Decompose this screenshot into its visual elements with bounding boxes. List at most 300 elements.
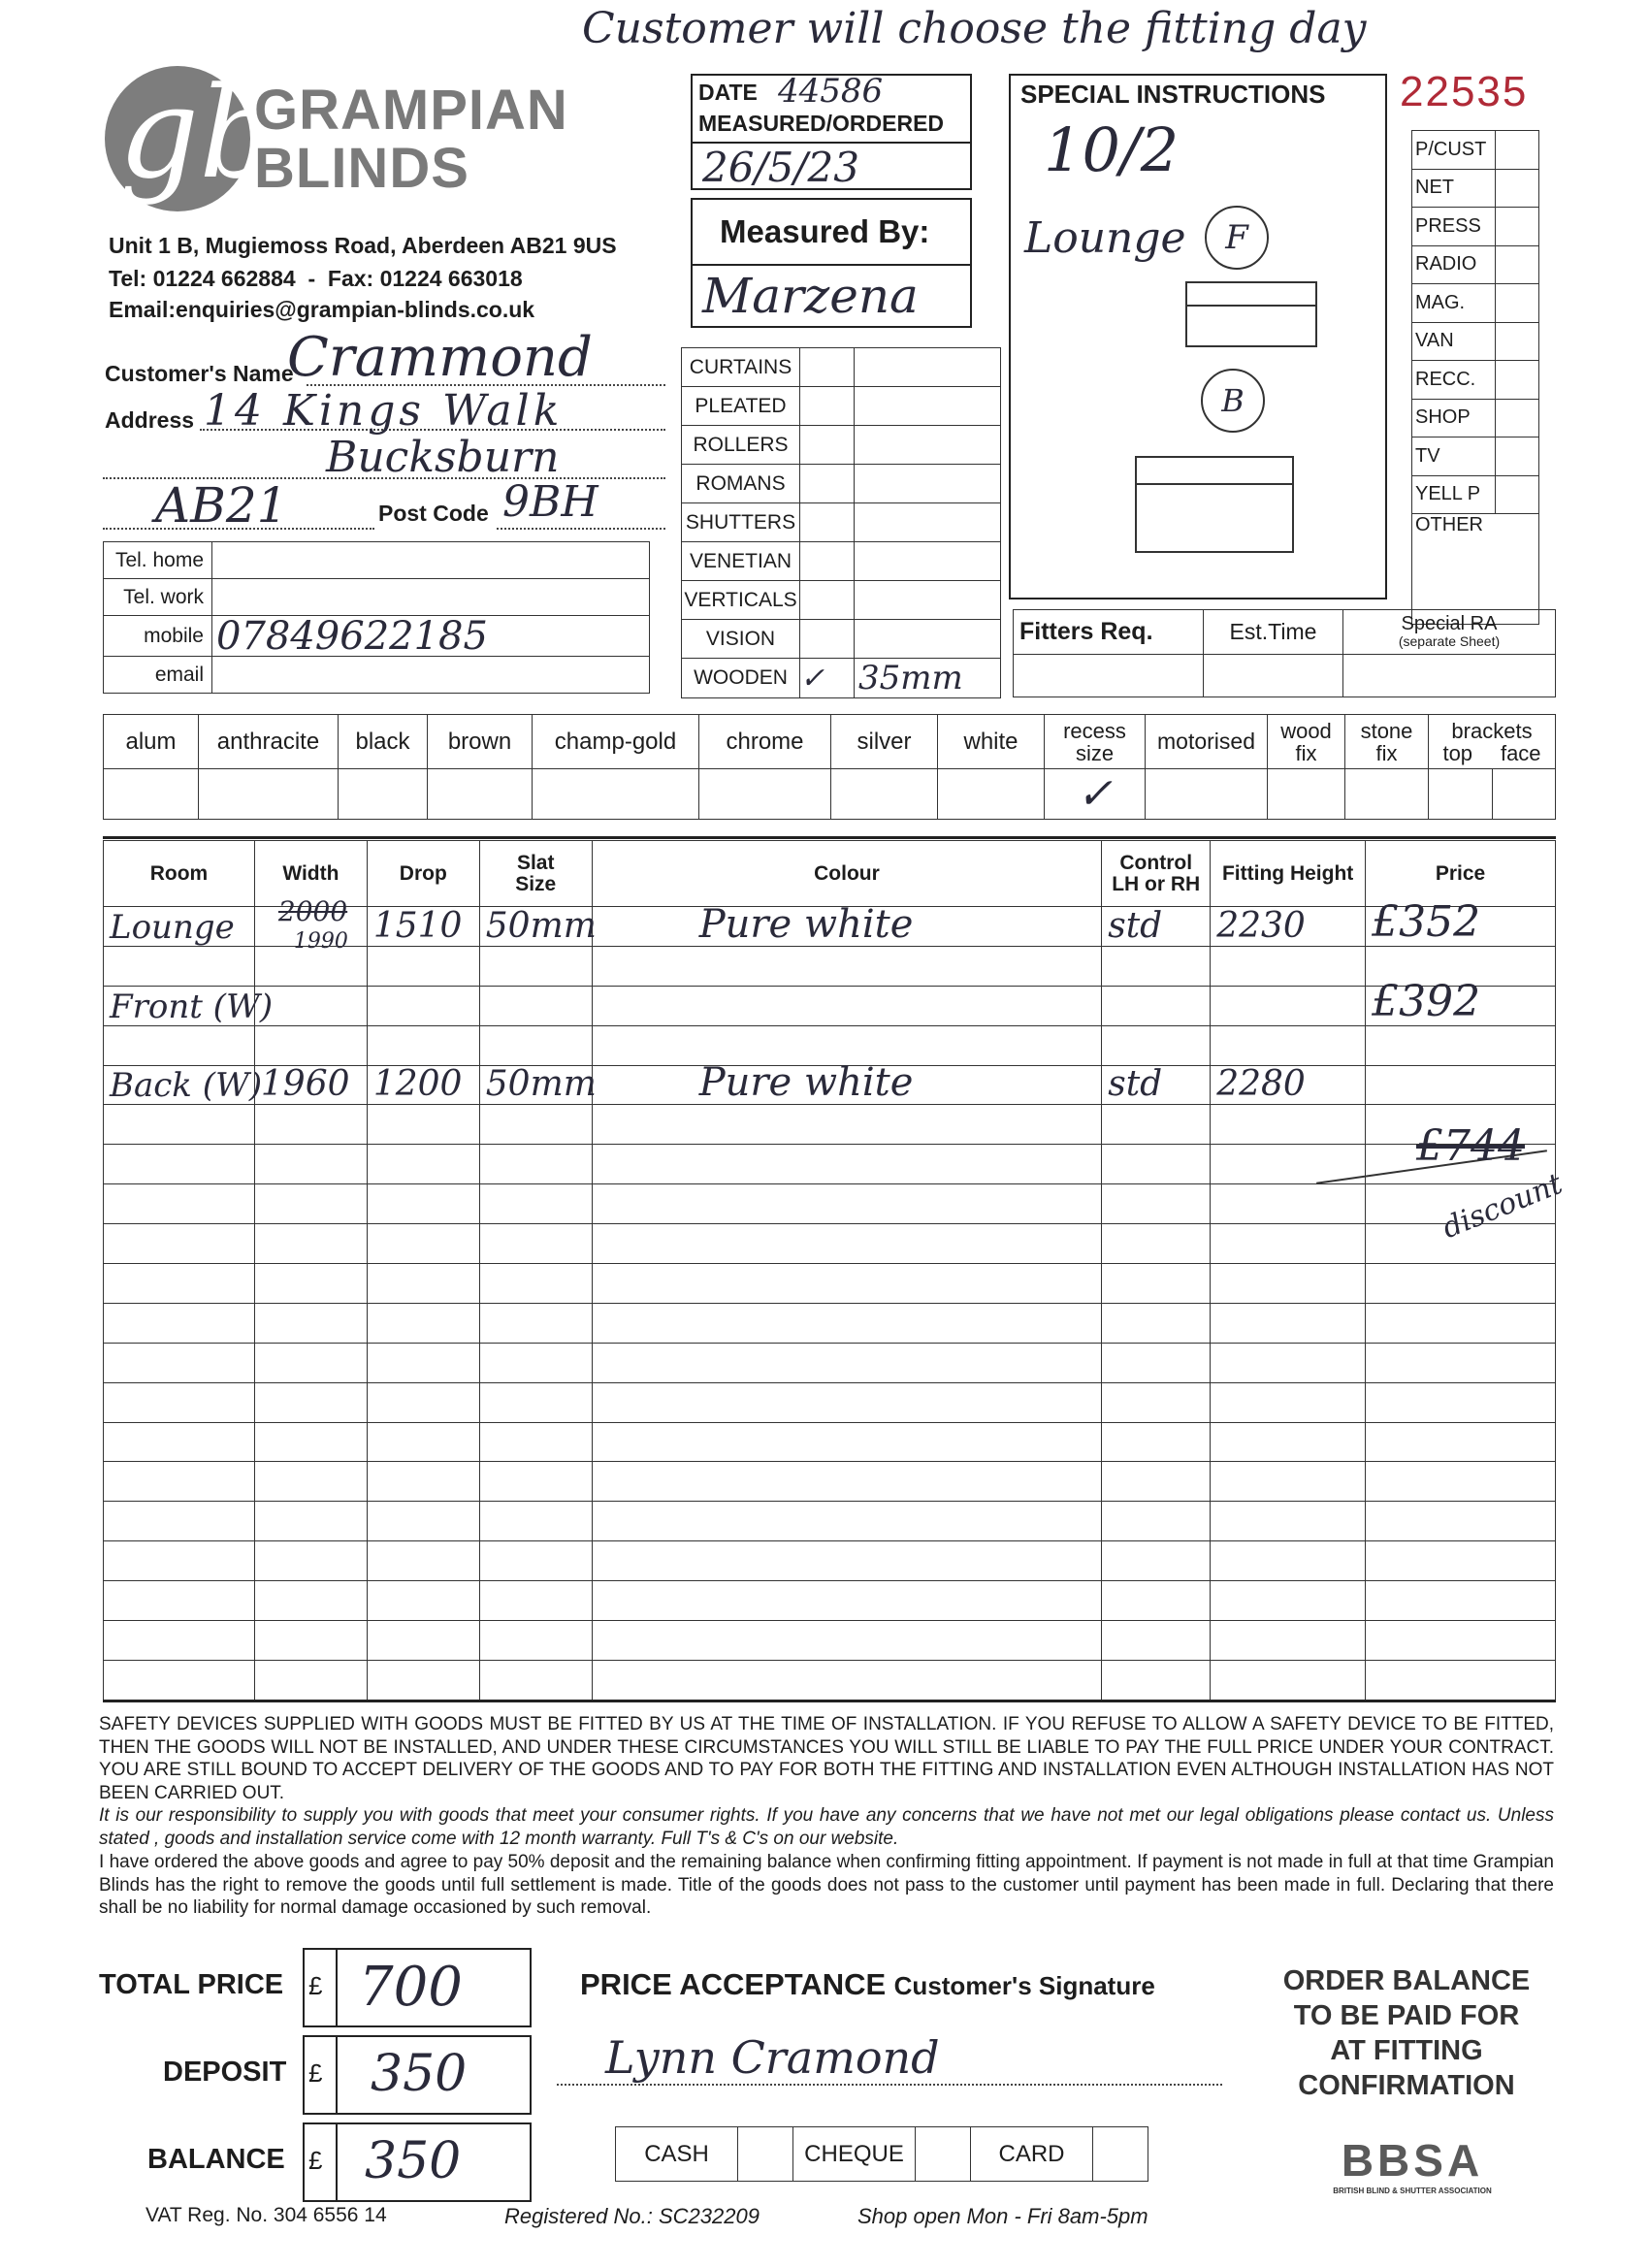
value-control: std bbox=[1108, 905, 1163, 946]
table-row bbox=[104, 1422, 1556, 1462]
stone-fix bbox=[1345, 715, 1429, 769]
source-item: SHOP bbox=[1412, 399, 1496, 437]
value-drop: 1510 bbox=[372, 905, 463, 946]
cell-drop bbox=[367, 1343, 479, 1382]
address-line2: Bucksburn bbox=[326, 433, 560, 482]
source-checkbox[interactable] bbox=[1496, 169, 1539, 208]
cell-room bbox=[104, 1541, 255, 1581]
product-check[interactable] bbox=[800, 503, 855, 542]
cell-control bbox=[1102, 1462, 1211, 1502]
cell-fitting bbox=[1211, 1065, 1366, 1105]
source-item: RADIO bbox=[1412, 245, 1496, 284]
source-checkbox[interactable] bbox=[1496, 322, 1539, 361]
cell-room bbox=[104, 907, 255, 947]
colour-check[interactable] bbox=[831, 769, 938, 820]
cell-colour bbox=[592, 1502, 1102, 1541]
table-row bbox=[104, 1541, 1556, 1581]
cell-colour bbox=[592, 1264, 1102, 1304]
cell-room bbox=[104, 1224, 255, 1264]
value-slat: 50mm bbox=[485, 1064, 597, 1105]
product-notes bbox=[855, 620, 1001, 659]
source-checkbox[interactable] bbox=[1496, 437, 1539, 476]
product-wooden: WOODEN bbox=[682, 659, 800, 698]
cell-price bbox=[1366, 1422, 1556, 1462]
cell-slat bbox=[479, 1224, 592, 1264]
cell-fitting bbox=[1211, 1224, 1366, 1264]
order-table bbox=[103, 840, 1556, 1701]
cell-room bbox=[104, 1065, 263, 1106]
cell-control bbox=[1102, 1621, 1211, 1661]
price-acceptance-sub: Customer's Signature bbox=[893, 1971, 1155, 2000]
table-row bbox=[104, 1621, 1556, 1661]
cell-price bbox=[1366, 1541, 1556, 1581]
colour-alum: alum bbox=[104, 715, 199, 769]
product-shutters: SHUTTERS bbox=[682, 503, 800, 542]
bbsa-sub: BRITISH BLIND & SHUTTER ASSOCIATION bbox=[1333, 2187, 1492, 2195]
cell-control bbox=[1102, 946, 1211, 986]
cell-control bbox=[1102, 1343, 1211, 1382]
order-balance-note bbox=[1251, 1963, 1562, 2103]
postcode-value: 9BH bbox=[502, 477, 598, 527]
cell-price bbox=[1366, 1581, 1556, 1621]
cell-width bbox=[254, 946, 367, 986]
motorised-check[interactable] bbox=[1146, 769, 1268, 820]
shop-hours: Shop open Mon - Fri 8am-5pm bbox=[857, 2204, 1148, 2228]
value-colour: Pure white bbox=[698, 1060, 914, 1106]
product-check[interactable] bbox=[800, 387, 855, 426]
order-balance-line: AT FITTING bbox=[1330, 2035, 1483, 2066]
date-label: DATE bbox=[698, 80, 758, 105]
width-struck: 2000 bbox=[277, 895, 348, 927]
brackets-face: face bbox=[1500, 740, 1541, 765]
cell-drop bbox=[367, 986, 479, 1025]
value-room: Lounge bbox=[110, 907, 235, 947]
cell-room bbox=[104, 1184, 255, 1224]
address-label: Address bbox=[105, 407, 195, 433]
est-time-label: Est.Time bbox=[1204, 610, 1343, 655]
header-width: Width bbox=[254, 841, 367, 907]
options-table bbox=[103, 714, 1556, 820]
company-address: Unit 1 B, Mugiemoss Road, Aberdeen AB21 9US bbox=[109, 233, 617, 258]
cell-slat bbox=[479, 1660, 592, 1700]
cell-width bbox=[254, 986, 367, 1025]
cell-fitting bbox=[1211, 1541, 1366, 1581]
cell-drop bbox=[367, 1025, 479, 1065]
circle-f: F bbox=[1205, 206, 1269, 270]
header-control-2: LH or RH bbox=[1112, 872, 1201, 895]
cell-colour bbox=[592, 1541, 1102, 1581]
cell-fitting bbox=[1211, 1343, 1366, 1382]
source-checkbox[interactable] bbox=[1496, 475, 1539, 514]
cell-drop bbox=[367, 1184, 479, 1224]
currency-1: £ bbox=[308, 1971, 323, 2000]
cell-drop bbox=[367, 1224, 479, 1264]
colour-check[interactable] bbox=[533, 769, 699, 820]
measured-value: 26/5/23 bbox=[702, 144, 859, 191]
cell-control bbox=[1102, 1303, 1211, 1343]
price-acceptance bbox=[580, 1967, 1155, 2002]
cell-slat bbox=[479, 1064, 597, 1105]
source-item: RECC. bbox=[1412, 361, 1496, 400]
cell-control bbox=[1102, 1105, 1211, 1145]
value-price: £352 bbox=[1372, 896, 1481, 947]
payment-method-table bbox=[615, 2126, 1148, 2182]
stone-fix-check[interactable] bbox=[1345, 769, 1429, 820]
measured-by-box bbox=[691, 198, 972, 328]
product-notes bbox=[855, 387, 1001, 426]
source-item: P/CUST bbox=[1412, 131, 1496, 170]
cell-price bbox=[1366, 1462, 1556, 1502]
registered-number: Registered No.: SC232209 bbox=[504, 2204, 760, 2228]
cell-width bbox=[254, 1264, 367, 1304]
postcode-label: Post Code bbox=[378, 501, 489, 526]
cell-drop bbox=[367, 907, 479, 947]
table-row bbox=[104, 1224, 1556, 1264]
source-item: VAN bbox=[1412, 322, 1496, 361]
cell-room bbox=[104, 1660, 255, 1700]
source-checkbox[interactable] bbox=[1496, 399, 1539, 437]
product-check[interactable] bbox=[800, 542, 855, 581]
cell-drop bbox=[367, 1541, 479, 1581]
order-balance-line: CONFIRMATION bbox=[1298, 2070, 1515, 2101]
colour-white: white bbox=[938, 715, 1045, 769]
header-drop: Drop bbox=[367, 841, 479, 907]
cell-room bbox=[104, 1264, 255, 1304]
table-row bbox=[104, 1382, 1556, 1422]
cell-width bbox=[254, 1502, 367, 1541]
cell-control bbox=[1102, 1422, 1211, 1462]
colour-check[interactable] bbox=[938, 769, 1045, 820]
header-room: Room bbox=[104, 841, 255, 907]
product-notes bbox=[855, 465, 1001, 503]
table-row bbox=[104, 1264, 1556, 1304]
cell-fitting bbox=[1211, 1462, 1366, 1502]
special-instructions-label: SPECIAL INSTRUCTIONS bbox=[1020, 80, 1326, 109]
cell-price bbox=[1366, 1343, 1556, 1382]
source-item: MAG. bbox=[1412, 284, 1496, 323]
value-width: 1990 bbox=[293, 928, 348, 954]
cell-room bbox=[104, 1025, 255, 1065]
colour-silver: silver bbox=[831, 715, 938, 769]
colour-check[interactable] bbox=[104, 769, 199, 820]
cell-fitting bbox=[1211, 1025, 1366, 1065]
table-row bbox=[104, 1502, 1556, 1541]
cell-fitting bbox=[1211, 1303, 1366, 1343]
cheque-checkbox[interactable] bbox=[916, 2127, 971, 2182]
special-line2: Lounge bbox=[1024, 213, 1186, 263]
cell-room bbox=[104, 1145, 255, 1184]
cell-control bbox=[1102, 1581, 1211, 1621]
cheque-option[interactable]: CHEQUE bbox=[792, 2127, 915, 2182]
balance-label: BALANCE bbox=[147, 2144, 285, 2175]
cell-room bbox=[104, 1502, 255, 1541]
product-check[interactable] bbox=[800, 620, 855, 659]
source-checkbox[interactable] bbox=[1496, 284, 1539, 323]
cell-control bbox=[1102, 1184, 1211, 1224]
colour-check[interactable] bbox=[199, 769, 339, 820]
value-fitting: 2280 bbox=[1216, 1064, 1306, 1105]
cell-colour bbox=[592, 946, 1102, 986]
legal-agreement: I have ordered the above goods and agree to pay 50% deposit and the remaining balance when confirming fitting appointment. If payment is not made in full at that time Grampian Blinds has the right to remove the goods until full settlement is made. Title of the goods does not pass to the customer until payment has been made in full. Declaring that there shall be no liability for normal damage occasioned by such removal. bbox=[99, 1852, 1554, 1918]
product-rollers: ROLLERS bbox=[682, 426, 800, 465]
stone-fix-line1: stone bbox=[1360, 718, 1413, 743]
company-name-1: GRAMPIAN bbox=[254, 79, 568, 142]
product-curtains: CURTAINS bbox=[682, 348, 800, 387]
cell-drop bbox=[367, 1462, 479, 1502]
product-notes bbox=[855, 426, 1001, 465]
cell-room bbox=[104, 1303, 255, 1343]
cell-room bbox=[104, 1581, 255, 1621]
cell-price bbox=[1366, 1303, 1556, 1343]
cash-option[interactable]: CASH bbox=[616, 2127, 738, 2182]
cell-drop bbox=[367, 946, 479, 986]
price-acceptance-title: PRICE ACCEPTANCE bbox=[580, 1967, 887, 2001]
cell-width bbox=[254, 1184, 367, 1224]
colour-black: black bbox=[339, 715, 428, 769]
motorised: motorised bbox=[1146, 715, 1268, 769]
source-list bbox=[1411, 130, 1539, 625]
product-table bbox=[681, 347, 1001, 698]
recess-size bbox=[1045, 715, 1146, 769]
value-room: Back (W) bbox=[110, 1066, 263, 1106]
cell-fitting bbox=[1211, 1660, 1366, 1700]
header-fitting: Fitting Height bbox=[1211, 841, 1366, 907]
product-notes bbox=[855, 659, 1001, 698]
brackets-label: brackets bbox=[1451, 718, 1533, 743]
source-checkbox[interactable] bbox=[1496, 245, 1539, 284]
table-row bbox=[104, 1184, 1556, 1224]
source-checkbox[interactable] bbox=[1496, 208, 1539, 246]
cell-slat bbox=[479, 1025, 592, 1065]
colour-anthracite: anthracite bbox=[199, 715, 339, 769]
source-item: NET bbox=[1412, 169, 1496, 208]
cell-slat bbox=[479, 905, 597, 947]
cell-room bbox=[104, 1462, 255, 1502]
header-price: Price bbox=[1366, 841, 1556, 907]
cell-slat bbox=[479, 986, 592, 1025]
company-phone: Tel: 01224 662884 - Fax: 01224 663018 bbox=[109, 266, 523, 291]
cell-width bbox=[254, 1105, 367, 1145]
value-fitting: 2230 bbox=[1216, 905, 1306, 946]
vat-number: VAT Reg. No. 304 6556 14 bbox=[146, 2204, 387, 2226]
header-colour: Colour bbox=[592, 841, 1102, 907]
colour-check[interactable] bbox=[699, 769, 831, 820]
cell-fitting bbox=[1211, 946, 1366, 986]
cell-control bbox=[1102, 986, 1211, 1025]
form-number: 22535 bbox=[1400, 68, 1529, 115]
cell-width bbox=[254, 1660, 367, 1700]
cell-colour bbox=[592, 1303, 1102, 1343]
cell-drop bbox=[367, 1621, 479, 1661]
cell-room bbox=[104, 1343, 255, 1382]
cell-fitting bbox=[1211, 1184, 1366, 1224]
wood-fix-line1: wood bbox=[1280, 718, 1332, 743]
source-item: YELL P bbox=[1412, 475, 1496, 514]
cell-width bbox=[254, 1343, 367, 1382]
brackets-top-check[interactable] bbox=[1429, 769, 1493, 820]
cash-checkbox[interactable] bbox=[738, 2127, 793, 2182]
fitters-table bbox=[1013, 609, 1556, 697]
deposit-label: DEPOSIT bbox=[163, 2057, 287, 2088]
source-checkbox[interactable] bbox=[1496, 361, 1539, 400]
cell-slat bbox=[479, 1382, 592, 1422]
cell-fitting bbox=[1211, 1621, 1366, 1661]
cell-drop bbox=[367, 1581, 479, 1621]
cell-fitting bbox=[1211, 986, 1366, 1025]
circle-b: B bbox=[1201, 369, 1265, 433]
colour-check[interactable] bbox=[428, 769, 533, 820]
company-logo-icon bbox=[105, 59, 280, 211]
customer-signature[interactable]: Lynn Cramond bbox=[605, 2031, 940, 2084]
company-email: Email:enquiries@grampian-blinds.co.uk bbox=[109, 297, 535, 322]
product-pleated: PLEATED bbox=[682, 387, 800, 426]
cell-colour bbox=[592, 1343, 1102, 1382]
cell-control bbox=[1102, 1264, 1211, 1304]
colour-check[interactable] bbox=[339, 769, 428, 820]
mobile-value: 07849622185 bbox=[216, 613, 488, 659]
cell-fitting bbox=[1211, 1502, 1366, 1541]
product-notes bbox=[855, 542, 1001, 581]
order-balance-line: TO BE PAID FOR bbox=[1293, 2000, 1520, 2031]
cell-slat bbox=[479, 1581, 592, 1621]
cell-control bbox=[1102, 907, 1211, 947]
cell-room bbox=[104, 946, 255, 986]
cell-width bbox=[254, 1224, 367, 1264]
balance-box bbox=[303, 2122, 532, 2202]
recess-size-line2: size bbox=[1075, 740, 1115, 765]
date-box bbox=[691, 74, 972, 190]
cell-fitting bbox=[1211, 1264, 1366, 1304]
tel-work-label: Tel. work bbox=[104, 579, 212, 616]
table-row bbox=[104, 1065, 1556, 1105]
product-vision: VISION bbox=[682, 620, 800, 659]
cell-slat bbox=[479, 1343, 592, 1382]
cell-slat bbox=[479, 1145, 592, 1184]
cell-price bbox=[1366, 1621, 1556, 1661]
cell-fitting bbox=[1211, 1382, 1366, 1422]
brackets-face-check[interactable] bbox=[1492, 769, 1556, 820]
brackets bbox=[1429, 715, 1556, 769]
bbsa-logo-icon bbox=[1296, 2134, 1529, 2195]
logo-letters: gb bbox=[118, 59, 280, 207]
currency-2: £ bbox=[308, 2058, 323, 2088]
special-line1: 10/2 bbox=[1044, 114, 1180, 185]
product-venetian: VENETIAN bbox=[682, 542, 800, 581]
cell-colour bbox=[592, 1224, 1102, 1264]
product-check[interactable] bbox=[800, 426, 855, 465]
value-control: std bbox=[1108, 1064, 1163, 1105]
date-value: 44586 bbox=[778, 72, 884, 111]
total-struck: £744 bbox=[1416, 1121, 1525, 1171]
cell-colour bbox=[592, 1660, 1102, 1700]
cell-price bbox=[1366, 1660, 1556, 1700]
cell-colour bbox=[592, 1184, 1102, 1224]
colour-brown: brown bbox=[428, 715, 533, 769]
cell-width bbox=[254, 1065, 367, 1105]
customer-name-value: Crammond bbox=[287, 326, 593, 389]
special-instructions-box bbox=[1009, 74, 1387, 599]
measured-label: MEASURED/ORDERED bbox=[698, 111, 945, 136]
legal-safety: SAFETY DEVICES SUPPLIED WITH GOODS MUST BE FITTED BY US AT THE TIME OF INSTALLATION. IF YOU REFUSE TO ALLOW A SAFETY DEVICE TO BE FITTED, THEN THE GOODS WILL NOT BE INSTALLED, AND UNDER THESE CIRCUMSTANCES YOU WILL STILL BE LIABLE TO PAY THE FULL PRICE UNDER YOUR CONTRACT. YOU ARE STILL BOUND TO ACCEPT DELIVERY OF THE GOODS AND TO PAY FOR BOTH THE FITTING AND INSTALLATION EVEN ALTHOUGH INSTALLATION HAS NOT BEEN CARRIED OUT. bbox=[99, 1714, 1554, 1803]
balance-value: 350 bbox=[365, 2132, 462, 2190]
cell-colour bbox=[592, 986, 1102, 1025]
customer-name-label: Customer's Name bbox=[105, 361, 294, 386]
cell-colour bbox=[592, 1422, 1102, 1462]
cell-slat bbox=[479, 1462, 592, 1502]
email-label: email bbox=[104, 657, 212, 694]
cell-width bbox=[254, 1621, 367, 1661]
table-row bbox=[104, 1462, 1556, 1502]
card-checkbox[interactable] bbox=[1093, 2127, 1148, 2182]
product-check[interactable] bbox=[800, 659, 855, 698]
cell-price bbox=[1366, 1502, 1556, 1541]
cell-slat bbox=[479, 1621, 592, 1661]
card-option[interactable]: CARD bbox=[970, 2127, 1092, 2182]
order-balance-line: ORDER BALANCE bbox=[1282, 1965, 1531, 1996]
bbsa-logo-text: BBSA bbox=[1341, 2135, 1484, 2186]
cell-width bbox=[254, 1382, 367, 1422]
cell-width bbox=[254, 895, 367, 954]
header-control-1: Control bbox=[1119, 851, 1193, 874]
cell-room bbox=[104, 1422, 255, 1462]
top-note: Customer will choose the fitting day bbox=[582, 4, 1367, 53]
cell-fitting bbox=[1211, 1422, 1366, 1462]
product-notes bbox=[855, 503, 1001, 542]
value-slat: 50mm bbox=[485, 905, 597, 946]
product-check[interactable] bbox=[800, 465, 855, 503]
recess-size-line1: recess bbox=[1063, 718, 1126, 743]
product-check[interactable] bbox=[800, 581, 855, 620]
cell-slat bbox=[479, 1541, 592, 1581]
cell-width bbox=[254, 1025, 367, 1065]
table-row bbox=[104, 946, 1556, 986]
cell-slat bbox=[479, 1422, 592, 1462]
source-checkbox[interactable] bbox=[1496, 131, 1539, 170]
product-notes bbox=[855, 348, 1001, 387]
product-check[interactable] bbox=[800, 348, 855, 387]
cell-drop bbox=[367, 1502, 479, 1541]
cell-price bbox=[1366, 1382, 1556, 1422]
stone-fix-line2: fix bbox=[1375, 740, 1398, 765]
cell-colour bbox=[592, 1581, 1102, 1621]
sketch-front bbox=[1185, 281, 1317, 347]
source-item: OTHER bbox=[1412, 514, 1539, 625]
header-slat-2: Size bbox=[515, 872, 557, 895]
contact-table bbox=[103, 541, 650, 694]
cell-width bbox=[254, 1581, 367, 1621]
cell-price bbox=[1366, 896, 1556, 947]
wood-fix-check[interactable] bbox=[1268, 769, 1345, 820]
cell-price bbox=[1366, 1065, 1556, 1105]
address-line3: AB21 bbox=[155, 477, 288, 534]
table-row bbox=[104, 986, 1556, 1025]
wood-fix-line2: fix bbox=[1295, 740, 1317, 765]
table-row bbox=[104, 1660, 1556, 1700]
value-room: Front (W) bbox=[110, 987, 274, 1026]
fitters-req-label: Fitters Req. bbox=[1019, 618, 1153, 645]
cell-width bbox=[254, 1541, 367, 1581]
cell-room bbox=[104, 1105, 255, 1145]
cell-colour bbox=[592, 1105, 1102, 1145]
cell-price bbox=[1366, 1264, 1556, 1304]
measured-by-value: Marzena bbox=[702, 268, 919, 324]
value-drop: 1200 bbox=[372, 1064, 463, 1105]
product-romans: ROMANS bbox=[682, 465, 800, 503]
recess-check[interactable] bbox=[1045, 769, 1146, 820]
cell-control bbox=[1102, 1224, 1211, 1264]
cell-slat bbox=[479, 1184, 592, 1224]
wood-fix bbox=[1268, 715, 1345, 769]
